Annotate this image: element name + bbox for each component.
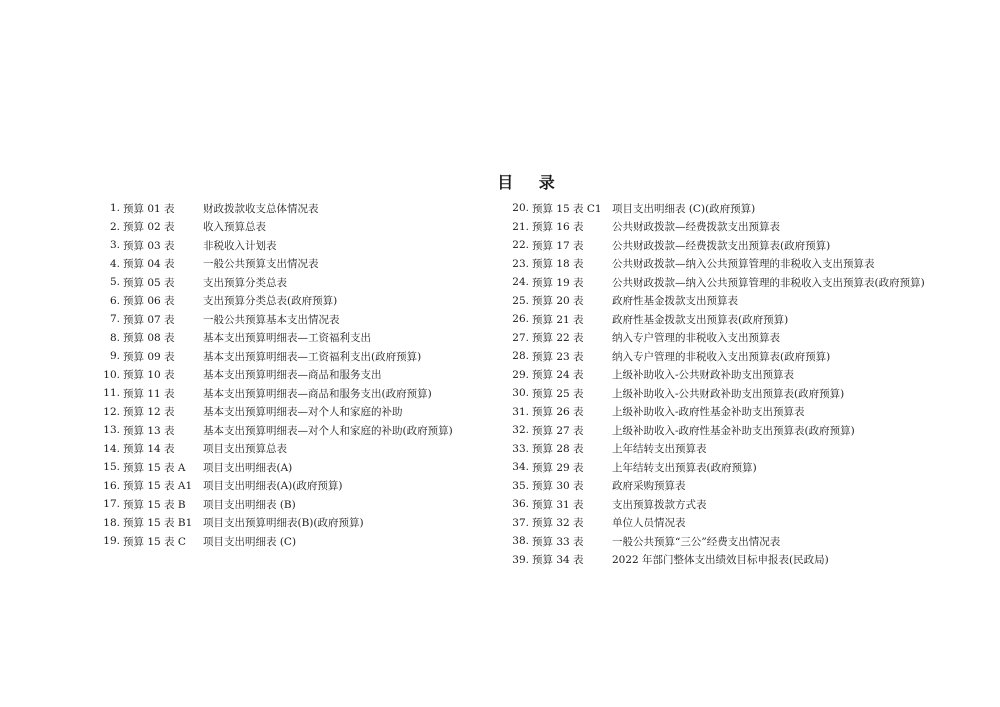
toc-entry-name: 基本支出预算明细表—商品和服务支出(政府预算) <box>203 387 432 400</box>
toc-entry-num: 14. <box>103 442 120 455</box>
toc-entry-code: 预算 04 表 <box>123 258 175 271</box>
toc-entry-name: 一般公共预算支出情况表 <box>203 258 319 271</box>
toc-entry-code: 预算 01 表 <box>123 202 175 215</box>
toc-entry-name: 上年结转支出预算表(政府预算) <box>612 461 757 474</box>
toc-entry <box>497 440 987 459</box>
toc-entry-num: 30. <box>512 387 529 400</box>
toc-entry-name: 项目支出明细表(A)(政府预算) <box>203 480 343 493</box>
toc-entry-name: 上级补助收入-政府性基金补助支出预算表 <box>612 406 805 419</box>
toc-entry-code: 预算 14 表 <box>123 443 175 456</box>
toc-entry-name: 基本支出预算明细表—工资福利支出(政府预算) <box>203 350 422 363</box>
toc-entry <box>497 458 987 477</box>
toc-entry-code: 预算 15 表 C <box>123 535 186 548</box>
toc-entry <box>497 347 987 366</box>
toc-entry-num: 31. <box>512 405 529 418</box>
toc-entry-name: 基本支出预算明细表—工资福利支出 <box>203 332 371 345</box>
toc-entry-code: 预算 20 表 <box>532 295 584 308</box>
toc-entry-name: 上级补助收入-政府性基金补助支出预算表(政府预算) <box>612 424 855 437</box>
toc-entry-name: 2022 年部门整体支出绩效目标申报表(民政局) <box>612 554 829 567</box>
toc-entry-num: 22. <box>512 239 529 252</box>
toc-entry-num: 1. <box>109 202 120 215</box>
toc-entry-code: 预算 34 表 <box>532 554 584 567</box>
toc-entry-num: 34. <box>512 461 529 474</box>
toc-entry-num: 8. <box>109 331 120 344</box>
toc-entry <box>497 236 987 255</box>
toc-entry-code: 预算 12 表 <box>123 406 175 419</box>
toc-entry-name: 公共财政拨款—纳入公共预算管理的非税收入支出预算表(政府预算) <box>612 276 925 289</box>
toc-entry-num: 29. <box>512 368 529 381</box>
toc-entry <box>497 384 987 403</box>
toc-entry-code: 预算 17 表 <box>532 239 584 252</box>
toc-entry-code: 预算 05 表 <box>123 276 175 289</box>
toc-entry-name: 上级补助收入-公共财政补助支出预算表(政府预算) <box>612 387 845 400</box>
toc-entry-name: 政府采购预算表 <box>612 480 686 493</box>
toc-entry-num: 36. <box>512 498 529 511</box>
toc-entry-num: 39. <box>512 553 529 566</box>
toc-entry <box>497 292 987 311</box>
toc-entry-name: 政府性基金拨款支出预算表(政府预算) <box>612 313 789 326</box>
toc-entry-num: 19. <box>103 535 120 548</box>
toc-entry <box>497 551 987 570</box>
toc-entry-num: 20. <box>512 202 529 215</box>
toc-entry-code: 预算 29 表 <box>532 461 584 474</box>
toc-entry-code: 预算 13 表 <box>123 424 175 437</box>
toc-entry-num: 13. <box>103 424 120 437</box>
toc-entry-name: 公共财政拨款—经费拨款支出预算表(政府预算) <box>612 239 831 252</box>
toc-entry-name: 纳入专户管理的非税收入支出预算表(政府预算) <box>612 350 831 363</box>
toc-entry-code: 预算 21 表 <box>532 313 584 326</box>
toc-entry <box>497 199 987 218</box>
toc-entry-code: 预算 16 表 <box>532 221 584 234</box>
toc-entry-name: 公共财政拨款—经费拨款支出预算表 <box>612 221 780 234</box>
toc-entry-code: 预算 08 表 <box>123 332 175 345</box>
toc-entry-name: 基本支出预算明细表—商品和服务支出 <box>203 369 382 382</box>
toc-entry-num: 15. <box>103 461 120 474</box>
toc-entry-num: 18. <box>103 516 120 529</box>
toc-entry-code: 预算 28 表 <box>532 443 584 456</box>
toc-entry <box>497 273 987 292</box>
toc-entry-num: 2. <box>109 220 120 233</box>
toc-entry-num: 16. <box>103 479 120 492</box>
toc-entry <box>497 495 987 514</box>
toc-entry <box>497 421 987 440</box>
toc-entry <box>497 532 987 551</box>
toc-entry-name: 项目支出明细表 (C) <box>203 535 297 548</box>
toc-entry-name: 非税收入计划表 <box>203 239 277 252</box>
toc-entry-num: 10. <box>103 368 120 381</box>
toc-entry-name: 收入预算总表 <box>203 221 266 234</box>
toc-entry-num: 28. <box>512 350 529 363</box>
toc-entry-num: 5. <box>109 276 120 289</box>
page-title: 目 录 <box>497 173 565 192</box>
toc-entry-name: 一般公共预算基本支出情况表 <box>203 313 340 326</box>
toc-entry-name: 上年结转支出预算表 <box>612 443 707 456</box>
toc-entry-code: 预算 06 表 <box>123 295 175 308</box>
toc-entry-code: 预算 15 表 A <box>123 461 186 474</box>
toc-entry-num: 11. <box>103 387 120 400</box>
toc-entry-num: 6. <box>109 294 120 307</box>
toc-entry-name: 项目支出预算总表 <box>203 443 287 456</box>
toc-entry-name: 项目支出预算明细表(B)(政府预算) <box>203 517 364 530</box>
toc-entry-code: 预算 31 表 <box>532 498 584 511</box>
toc-entry-code: 预算 27 表 <box>532 424 584 437</box>
toc-entry-code: 预算 15 表 B <box>123 498 186 511</box>
toc-entry <box>497 329 987 348</box>
toc-entry <box>497 514 987 533</box>
toc-entry-num: 7. <box>109 313 120 326</box>
toc-entry-name: 支出预算分类总表(政府预算) <box>203 295 338 308</box>
toc-column-right <box>497 199 987 569</box>
toc-entry-num: 23. <box>512 257 529 270</box>
toc-entry-name: 支出预算分类总表 <box>203 276 287 289</box>
toc-entry-name: 基本支出预算明细表—对个人和家庭的补助 <box>203 406 403 419</box>
toc-entry <box>497 310 987 329</box>
toc-entry-name: 支出预算拨款方式表 <box>612 498 707 511</box>
toc-entry-num: 17. <box>103 498 120 511</box>
toc-entry-code: 预算 32 表 <box>532 517 584 530</box>
toc-entry-code: 预算 15 表 C1 <box>532 202 602 215</box>
toc-entry-num: 33. <box>512 442 529 455</box>
toc-entry-num: 24. <box>512 276 529 289</box>
toc-entry <box>497 255 987 274</box>
toc-entry-code: 预算 15 表 A1 <box>123 480 193 493</box>
toc-entry-num: 27. <box>512 331 529 344</box>
toc-entry-code: 预算 23 表 <box>532 350 584 363</box>
toc-entry-num: 35. <box>512 479 529 492</box>
toc-entry-code: 预算 33 表 <box>532 535 584 548</box>
toc-entry-num: 32. <box>512 424 529 437</box>
toc-entry-code: 预算 07 表 <box>123 313 175 326</box>
toc-entry-code: 预算 02 表 <box>123 221 175 234</box>
toc-entry <box>497 477 987 496</box>
toc-entry-name: 财政拨款收支总体情况表 <box>203 202 319 215</box>
toc-entry-code: 预算 11 表 <box>123 387 175 400</box>
toc-entry-code: 预算 18 表 <box>532 258 584 271</box>
toc-entry-name: 一般公共预算“三公”经费支出情况表 <box>612 535 781 548</box>
toc-entry-code: 预算 10 表 <box>123 369 175 382</box>
toc-entry-num: 26. <box>512 313 529 326</box>
toc-entry-code: 预算 09 表 <box>123 350 175 363</box>
toc-entry-num: 9. <box>109 350 120 363</box>
toc-entry-code: 预算 15 表 B1 <box>123 517 193 530</box>
toc-entry-name: 公共财政拨款—纳入公共预算管理的非税收入支出预算表 <box>612 258 875 271</box>
toc-entry-name: 项目支出明细表 (C)(政府预算) <box>612 202 756 215</box>
toc-entry-code: 预算 24 表 <box>532 369 584 382</box>
toc-entry <box>497 403 987 422</box>
toc-entry <box>497 218 987 237</box>
toc-entry-name: 纳入专户管理的非税收入支出预算表 <box>612 332 780 345</box>
toc-entry <box>497 366 987 385</box>
toc-entry-code: 预算 22 表 <box>532 332 584 345</box>
toc-entry-name: 项目支出明细表(A) <box>203 461 293 474</box>
toc-entry-num: 38. <box>512 535 529 548</box>
toc-entry-num: 37. <box>512 516 529 529</box>
toc-entry-code: 预算 03 表 <box>123 239 175 252</box>
toc-entry-name: 上级补助收入-公共财政补助支出预算表 <box>612 369 795 382</box>
toc-entry-name: 项目支出明细表 (B) <box>203 498 296 511</box>
toc-entry-num: 4. <box>109 257 120 270</box>
toc-entry-name: 单位人员情况表 <box>612 517 686 530</box>
toc-entry-code: 预算 26 表 <box>532 406 584 419</box>
toc-entry-num: 3. <box>109 239 120 252</box>
toc-entry-num: 12. <box>103 405 120 418</box>
toc-entry-name: 基本支出预算明细表—对个人和家庭的补助(政府预算) <box>203 424 453 437</box>
toc-entry-code: 预算 30 表 <box>532 480 584 493</box>
toc-entry-code: 预算 25 表 <box>532 387 584 400</box>
toc-entry-num: 21. <box>512 220 529 233</box>
toc-entry-num: 25. <box>512 294 529 307</box>
toc-entry-name: 政府性基金拨款支出预算表 <box>612 295 738 308</box>
toc-entry-code: 预算 19 表 <box>532 276 584 289</box>
